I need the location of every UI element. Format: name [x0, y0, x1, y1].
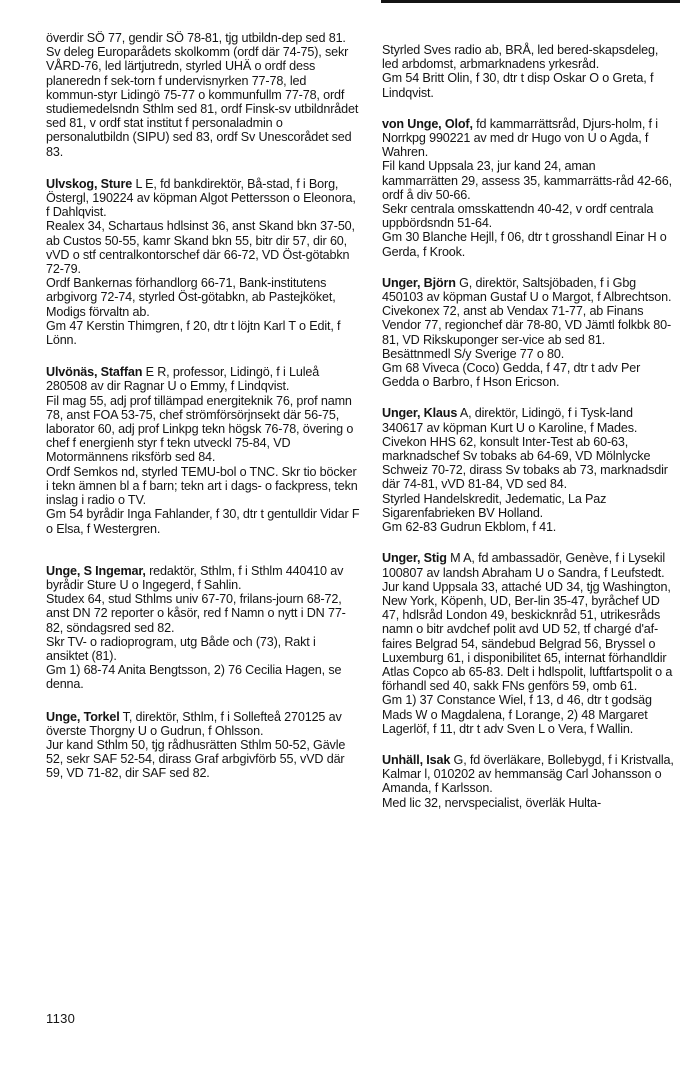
- bio-entry: [46, 365, 360, 535]
- entry-paragraph: Styrled Handelskredit, Jedematic, La Paz Sigarenfabrieken BV Holland.: [382, 491, 607, 520]
- bio-entry: [46, 710, 360, 781]
- entry-paragraph: Fil kand Uppsala 23, jur kand 24, aman kammarrätten 29, assess 35, kammarrätts-råd 42-66, ordf å div 50-66.: [382, 159, 672, 202]
- entry-summary: fd kammarrättsråd, Djurs-holm, f i Norrkpg 990221 av med dr Hugo von U o Agda, f Wahren.: [382, 116, 658, 160]
- bio-entry: [382, 43, 674, 100]
- entry-heading: [382, 551, 674, 579]
- entry-name: Unger, Björn: [382, 275, 456, 290]
- entry-name: Unhäll, Isak: [382, 752, 451, 767]
- entry-heading: [382, 276, 674, 304]
- entry-paragraph: Gm 30 Blanche Hejll, f 06, dtr t grosshandl Einar H o Gerda, f Krook.: [382, 230, 667, 259]
- entry-paragraph: Civekon HHS 62, konsult Inter-Test ab 60-63, marknadschef Sv tobaks ab 64-69, VD Mölnlycke Schweiz 70-72, dirass Sv tobaks ab 73, marknadsdir där 74-81, vVD 81-84, VD sed 84.: [382, 434, 668, 492]
- entry-paragraph: Studex 64, stud Sthlms univ 67-70, frilans-journ 68-72, anst DN 72 reporter o kåsör, red f Namn o nytt i DN 77-82, söndagsred sed 82.: [46, 592, 346, 635]
- entry-paragraph: Fil mag 55, adj prof tillämpad energiteknik 76, prof namn 78, anst FOA 53-75, chef strömförsörjnsekt där 56-75, laborator 60, adj prof Linkpg tekn högsk 76-78, övering o chef f energienh styr f tekn utveckl 75-84, VD Motormännens riksförb sed 84.: [46, 393, 354, 465]
- entry-heading: [382, 753, 674, 796]
- entry-summary: T, direktör, Sthlm, f i Sollefteå 270125 av överste Thorgny U o Gudrun, f Ohlsson.: [46, 709, 342, 738]
- entry-heading: [382, 406, 674, 434]
- entry-summary: E R, professor, Lidingö, f i Luleå 280508 av dir Ragnar U o Emmy, f Lindqvist.: [46, 365, 320, 394]
- entry-name: Ulvskog, Sture: [46, 176, 133, 191]
- entry-paragraph: Ordf Bankernas förhandlorg 66-71, Bank-institutens arbgivorg 72-74, styrled Öst-götabkn, ab Pastejköket, Modigs förvaltn ab.: [46, 276, 336, 319]
- entry-paragraph: Ordf Semkos nd, styrled TEMU-bol o TNC. Skr tio böcker i tekn ämnen bl a f barn; tekn art i dags- o fackpress, tekn inslag i radio o TV.: [46, 464, 358, 508]
- entry-summary: A, direktör, Lidingö, f i Tysk-land 340617 av köpman Kurt U o Karoline, f Mades.: [382, 406, 638, 435]
- entry-paragraph: Gm 54 Britt Olin, f 30, dtr t disp Oskar O o Greta, f Lindqvist.: [382, 71, 654, 100]
- entry-name: von Unge, Olof,: [382, 116, 473, 131]
- entry-heading: [46, 365, 360, 393]
- entry-paragraph: Gm 68 Viveca (Coco) Gedda, f 47, dtr t adv Per Gedda o Barbro, f Hson Ericson.: [382, 361, 641, 390]
- entry-paragraph: Jur kand Sthlm 50, tjg rådhusrätten Sthlm 50-52, Gävle 52, sekr SAF 52-54, dirass Graf arbgivförb 55, vVD där 59, VD 71-82, dir SAF sed 82.: [46, 737, 346, 781]
- page-number: 1130: [46, 1011, 76, 1026]
- bio-entry: [382, 406, 674, 534]
- entry-paragraph: Gm 54 byrådir Inga Fahlander, f 30, dtr t gentulldir Vidar F o Elsa, f Westergren.: [46, 507, 360, 536]
- entry-name: Unger, Stig: [382, 551, 447, 566]
- entry-name: Unger, Klaus: [382, 406, 458, 421]
- entry-paragraph: Gm 62-83 Gudrun Ekblom, f 41.: [382, 520, 557, 535]
- entry-paragraph: Besättnmedl S/y Sverige 77 o 80.: [382, 346, 565, 361]
- entry-summary: L E, fd bankdirektör, Bå-stad, f i Borg, Östergl, 190224 av köpman Algot Pettersson o Eleonora, f Dahlqvist.: [46, 176, 356, 220]
- entry-paragraph: Med lic 32, nervspecialist, överläk Hulta-: [382, 795, 602, 810]
- entry-paragraph: Styrled Sves radio ab, BRÅ, led bered-skapsdeleg, led arbdomst, arbmarknadens yrkesråd.: [382, 43, 659, 72]
- entry-paragraph: Realex 34, Schartaus hdlsinst 36, anst Skand bkn 37-50, ab Custos 50-55, kamr Skand bkn 55, bitr dir 57, dir 60, vVD o stf centralkontorschef där 66-72, VD Öst-götabkn 72-79.: [46, 219, 355, 277]
- entry-heading: [46, 177, 360, 220]
- entry-summary: redaktör, Sthlm, f i Sthlm 440410 av byrådir Sture U o Ingegerd, f Sahlin.: [46, 563, 344, 592]
- entry-paragraph: Skr TV- o radioprogram, utg Både och (73), Rakt i ansiktet (81).: [46, 634, 316, 663]
- left-column: [46, 0, 360, 1080]
- entry-summary: G, direktör, Saltsjöbaden, f i Gbg 450103 av köpman Gustaf U o Margot, f Albrechtson.: [382, 275, 672, 305]
- entry-heading: [46, 710, 360, 738]
- bio-entry: [382, 276, 674, 390]
- bio-entry: [382, 117, 674, 259]
- entry-paragraph: Civekonex 72, anst ab Vendax 71-77, ab Finans Vendor 77, regionchef där 78-80, VD Jämtl folkbk 80-81, VD Rikskuponger ser-vice ab sed 81.: [382, 304, 672, 347]
- entry-name: Ulvönäs, Staffan: [46, 365, 143, 380]
- bio-entry: [382, 551, 674, 736]
- entry-summary: M A, fd ambassadör, Genève, f i Lysekil 100807 av landsh Abraham U o Sandra, f Leufstedt.: [382, 551, 666, 580]
- entry-summary: G, fd överläkare, Bollebygd, f i Kristvalla, Kalmar l, 010202 av hemmansäg Carl Johansson o Amanda, f Karlsson.: [382, 752, 674, 796]
- entry-paragraph: Gm 47 Kerstin Thimgren, f 20, dtr t löjtn Karl T o Edit, f Lönn.: [46, 318, 341, 348]
- entry-name: Unge, S Ingemar,: [46, 563, 146, 578]
- entry-paragraph: överdir SÖ 77, gendir SÖ 78-81, tjg utbildn-dep sed 81.: [46, 31, 346, 45]
- entry-paragraph: Sv deleg Europarådets skolkomm (ordf där 74-75), sekr VÅRD-76, led lärtjutredn, styrled UHÄ o ordf dess planeredn f sek-torn f undervisnyrken 77-78, led kommun-styr Lidingö 75-77 o kommunfullm 77-78, ordf studiemedelsndn Sthlm sed 81, ordf Finsk-sv utbildnrådet sed 81, v ordf stat institut f personaladmin o personalutbildn (SIPU) sed 83, ordf Sv Unescorådet sed 83.: [46, 45, 359, 159]
- entry-paragraph: Gm 1) 37 Constance Wiel, f 13, d 46, dtr t godsäg Mads W o Magdalena, f Lorange, 2) 48 Margaret Lagerlöf, f 11, dtr t adv Sven L o Vera, f Wallin.: [382, 693, 652, 736]
- entry-heading: [46, 564, 360, 592]
- entry-paragraph: Jur kand Uppsala 33, attaché UD 34, tjg Washington, New York, Köpenh, UD, Ber-lin 35-47, byråchef UD 47, hdlsråd London 49, beskicknråd 51, utrikesråds namn o bitr avdchef polit avd UD 52, tf chargé d'af-faires Belgrad 54, sändebud Belgrad 56, Bryssel o Luxemburg 61, i disponibilitet 65, internat förhandldir Atlas Copco ab 65-83. Delt i hdlspolit, luftfartspolit o a förhandl sed 40, sakk FNs genförs 59, omb 61.: [382, 579, 673, 694]
- entry-heading: [382, 117, 674, 160]
- bio-entry: [46, 31, 360, 159]
- entry-paragraph: Sekr centrala omsskattendn 40-42, v ordf centrala uppbördsndn 51-64.: [382, 202, 654, 231]
- bio-entry: [46, 564, 360, 692]
- entry-name: Unge, Torkel: [46, 709, 120, 724]
- entry-paragraph: Gm 1) 68-74 Anita Bengtsson, 2) 76 Cecilia Hagen, se denna.: [46, 663, 342, 692]
- right-column: [382, 0, 674, 1080]
- bio-entry: [46, 177, 360, 347]
- bio-entry: [382, 753, 674, 810]
